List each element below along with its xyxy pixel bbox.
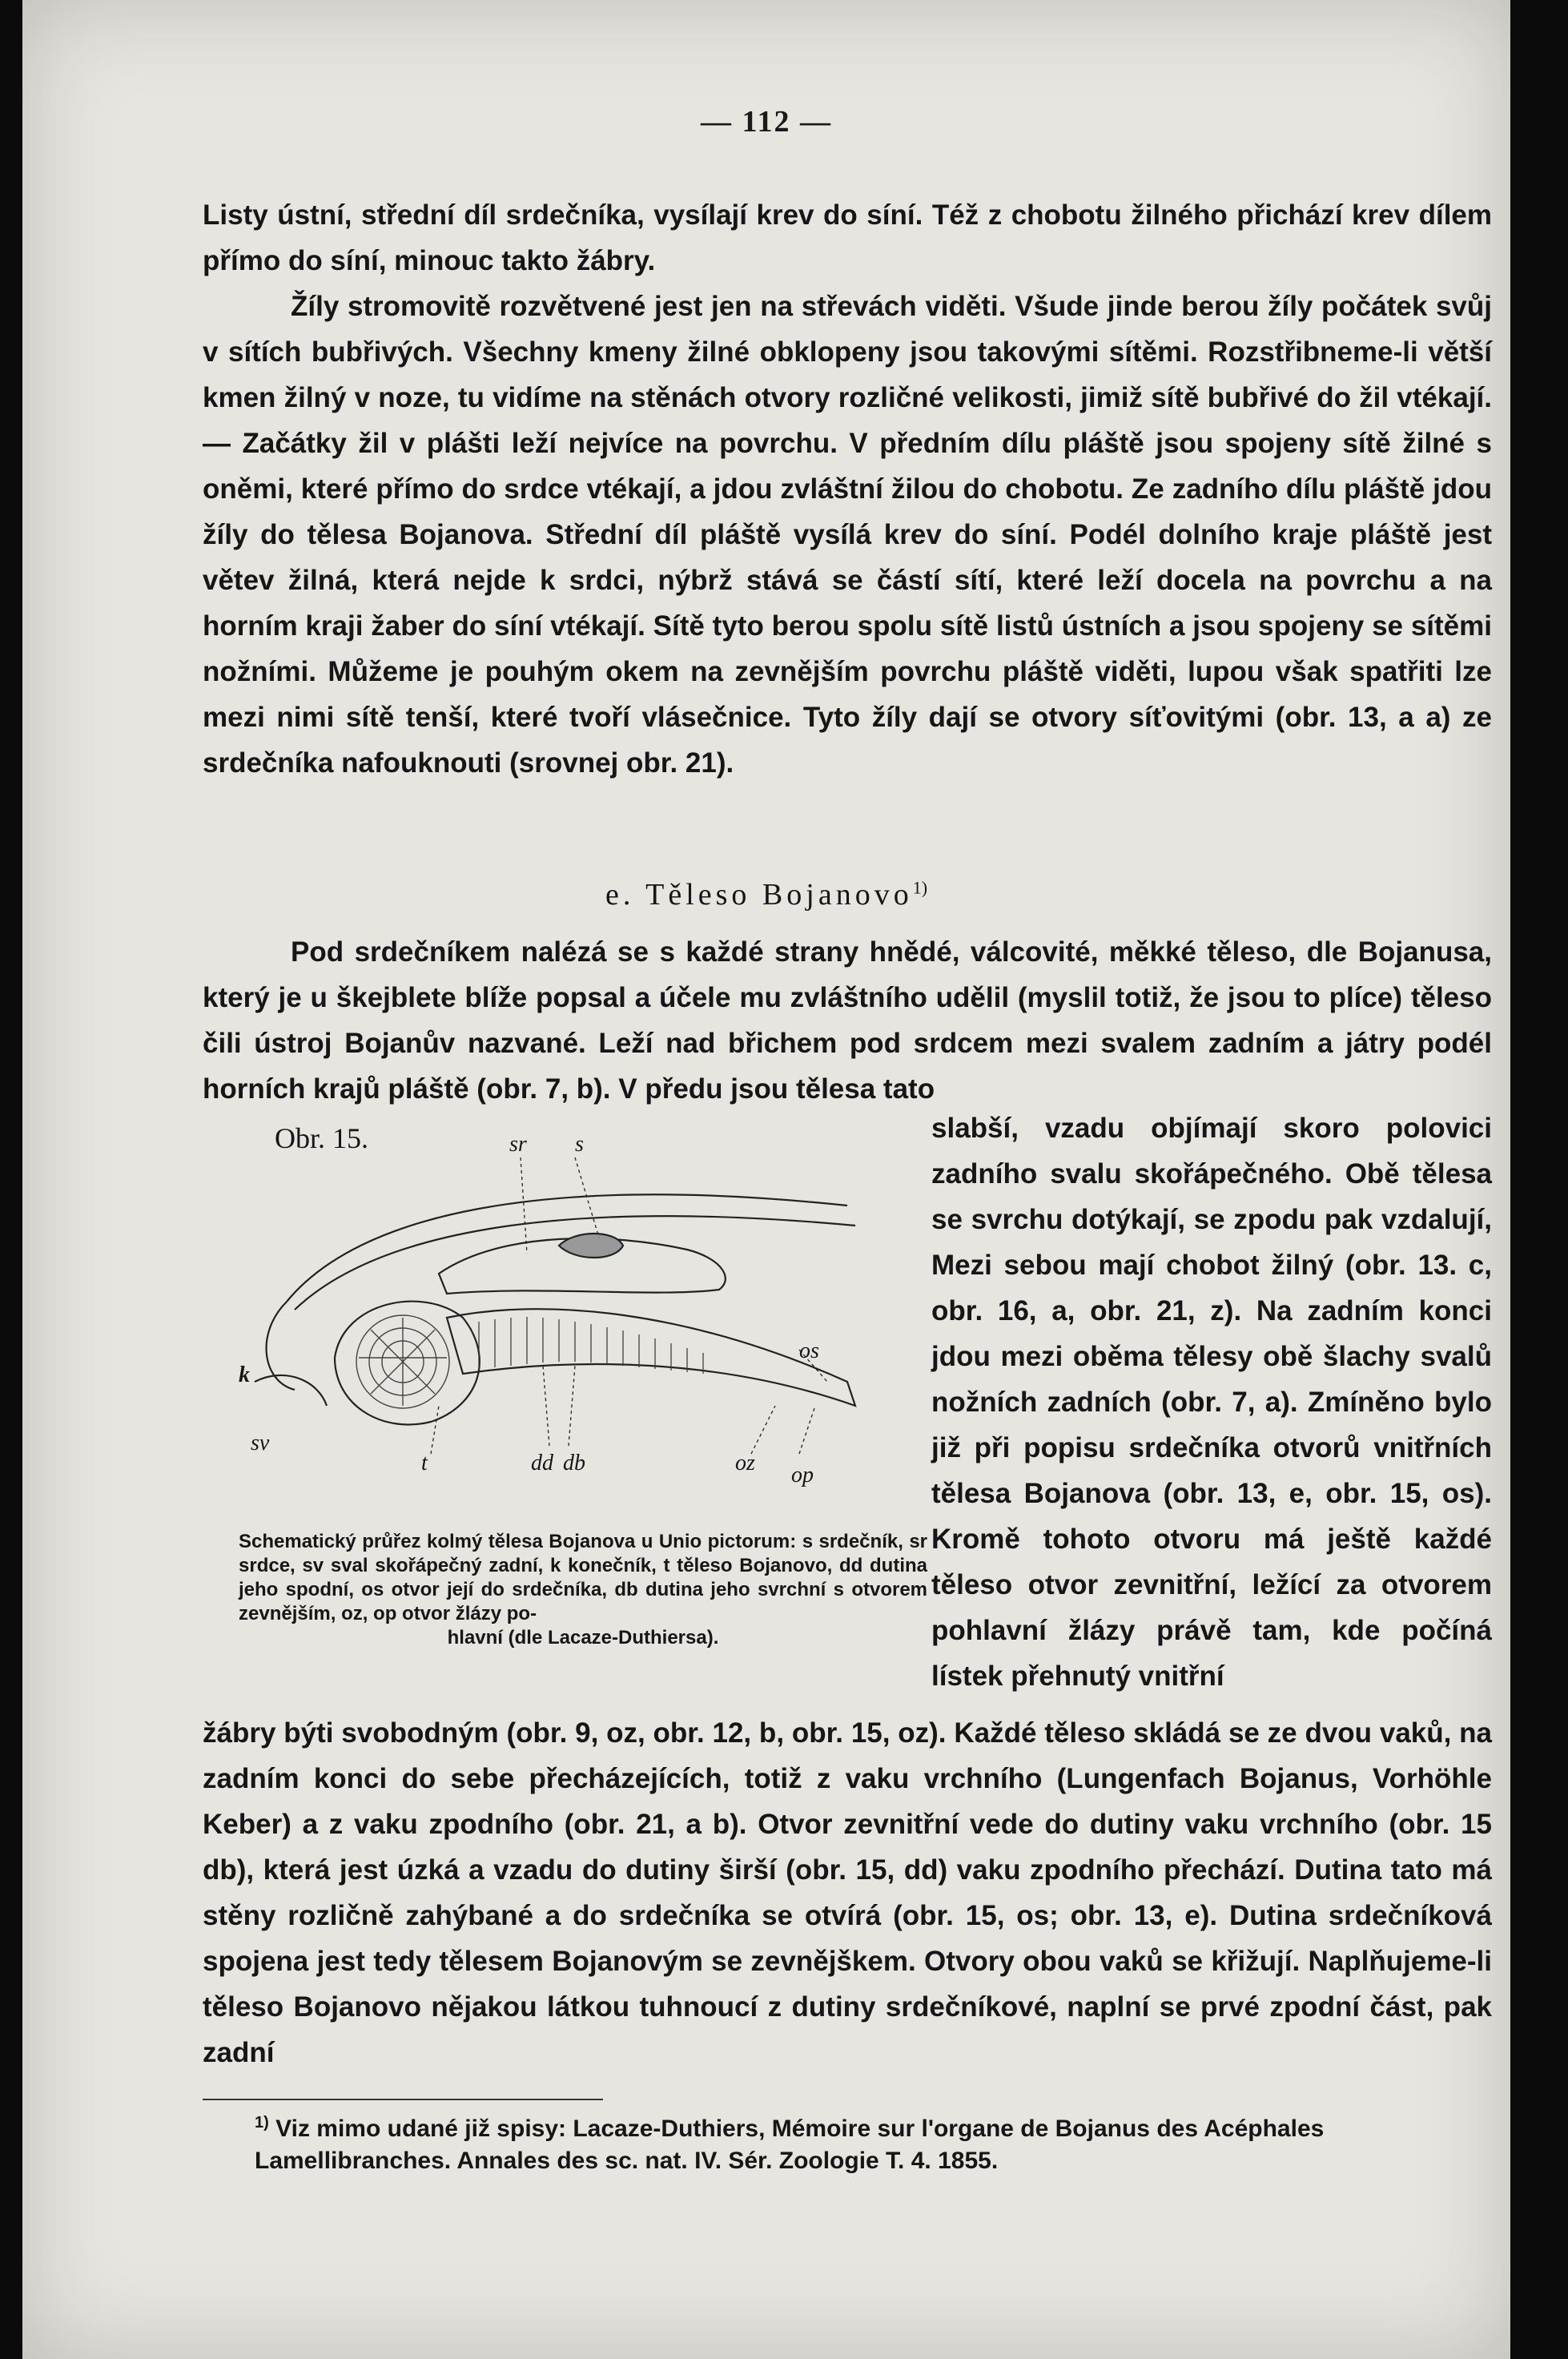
paragraph-2: Žíly stromovitě rozvětvené jest jen na střevách viděti. Všude jinde berou žíly počátek svůj v sítích bubřivých. Všechny kmeny žilné obklopeny jsou takovými sítěmi. Rozstřibneme-li větší kmen žilný v noze, tu vidíme na stěnách otvory rozličné velikosti, jimiž sítě bubřivé do žil vtékají. — Začátky žil v plášti leží nejvíce na povrchu. V předním dílu pláště jsou spojeny sítě žilné s oněmi, které přímo do srdce vtékají, a jdou zvláštní žilou do chobotu. Ze zadního dílu pláště jdou žíly do tělesa Bojanova. Střední díl pláště vysílá krev do síní. Podél dolního kraje pláště jest větev žilná, která nejde k srdci, nýbrž stává se částí sítí, které leží docela na povrchu a na horním kraji žaber do síní vtékají. Sítě tyto berou spolu sítě listů ústních a jsou spojeny se sítěmi nožními. Můžeme je pouhým okem na zevnějším povrchu pláště viděti, lupou však spatřiti lze mezi nimi sítě tenší, které tvoří vlásečnice. Tyto žíly dají se otvory síťovitými (obr. 13, a a) ze srdečníka nafouknouti (srovnej obr. 21). [203,291,1492,779]
figure-title: Obr. 15. [275,1122,368,1154]
figure-caption [239,1530,927,1650]
leader-lines [431,1157,827,1454]
organ-folds [479,1317,703,1374]
label-db: db [563,1451,585,1475]
text-block-top [203,192,1492,786]
text-block-bottom [203,1710,1492,2075]
right-column-text [931,1105,1492,1699]
label-t: t [421,1451,428,1475]
muscle-hatching [356,1315,449,1408]
right-column-paragraph: slabší, vzadu objímají skoro polovici zadního svalu skořápečného. Obě tělesa se svrchu dotýkají, se zpodu pak vzdalují, Mezi sebou mají chobot žilný (obr. 13. c, obr. 16, a, obr. 21, z). Na zadním konci jdou mezi oběma tělesy obě šlachy svalů nožních zadních (obr. 7, a). Zmíněno bylo již při popisu srdečníka otvorů vnitřních tělesa Bojanova (obr. 13, e, obr. 15, os). Kromě tohoto otvoru má ještě každé těleso otvor zevnitřní, ležící za otvorem pohlavní žlázy právě tam, kde počíná lístek přehnutý vnitřní [931,1113,1492,1692]
paragraph-4: žábry býti svobodným (obr. 9, oz, obr. 12, b, obr. 15, oz). Každé těleso skládá se ze dvou vaků, na zadním konci do sebe přecházejících, totiž z vaku vrchního (Lungenfach Bojanus, Vorhöhle Keber) a z vaku zpodního (obr. 21, a b). Otvor zevnitřní vede do dutiny vaku vrchního (obr. 15 db), která jest úzká a vzadu do dutiny širší (obr. 15, dd) vaku zpodního přechází. Dutina tato má stěny rozličně zahýbané a do srdečníka se otvírá (obr. 15, os; obr. 13, e). Dutina srdečníková spojena jest tedy tělesem Bojanovým se zevnějškem. Otvory obou vaků se křižují. Naplňujeme-li těleso Bojanovo nějakou látkou tuhnoucí z dutiny srdečníkové, naplní se prvé zpodní část, pak zadní [203,1717,1492,2068]
label-sr: sr [509,1132,527,1157]
intestine-loop [255,1375,327,1406]
section-footnote-mark: 1) [912,877,928,898]
ventricle-blob [559,1234,623,1258]
footnote [255,2107,1488,2177]
label-s: s [575,1132,584,1157]
section-title-text: e. Těleso Bojanovo [605,878,913,912]
section-title [22,877,1510,912]
figure-15-diagram [239,1117,927,1534]
mantle-outline-inner [295,1216,855,1310]
book-page [22,0,1510,2359]
label-oz: oz [735,1451,755,1475]
figure-caption-text: Schematický průřez kolmý tělesa Bojanova u Unio pictorum: s srdečník, sr srdce, sv sval skořápečný zadní, k konečník, t těleso Bojanovo, dd dutina jeho spodní, os otvor její do srdečníka, db dutina jeho svrchní s otvorem zevnějším, oz, op otvor žlázy po- [239,1531,927,1624]
bojanus-organ-outline [447,1309,855,1406]
label-op: op [791,1463,814,1487]
label-dd: dd [531,1451,553,1475]
label-k: k [239,1363,250,1387]
text-block-middle [203,929,1492,1112]
paragraph-3: Pod srdečníkem nalézá se s každé strany hnědé, válcovité, měkké těleso, dle Bojanusa, který je u škejblete blíže popsal a účele mu zvláštního udělil (myslil totiž, že jsou to plíce) těleso čili ústroj Bojanův nazvané. Leží nad břichem pod srdcem mezi svalem zadním a játry podél horních krajů pláště (obr. 7, b). V předu jsou tělesa tato [203,936,1492,1105]
footnote-divider [203,2099,603,2100]
label-sv: sv [251,1431,270,1455]
footnote-text: Viz mimo udané již spisy: Lacaze-Duthiers, Mémoire sur l'organe de Bojanus des Acéphales Lamellibranches. Annales des sc. nat. IV. Sér. Zoologie T. 4. 1855. [255,2115,1325,2174]
footnote-mark: 1) [255,2114,269,2132]
label-os: os [799,1339,819,1363]
page-number: — 112 — [701,105,832,139]
paragraph-1: Listy ústní, střední díl srdečníka, vysílají krev do síní. Též z chobotu žilného přichází krev dílem přímo do síní, minouc takto žábry. [203,199,1492,276]
figure-caption-last-line: hlavní (dle Lacaze-Duthiersa). [447,1627,719,1648]
